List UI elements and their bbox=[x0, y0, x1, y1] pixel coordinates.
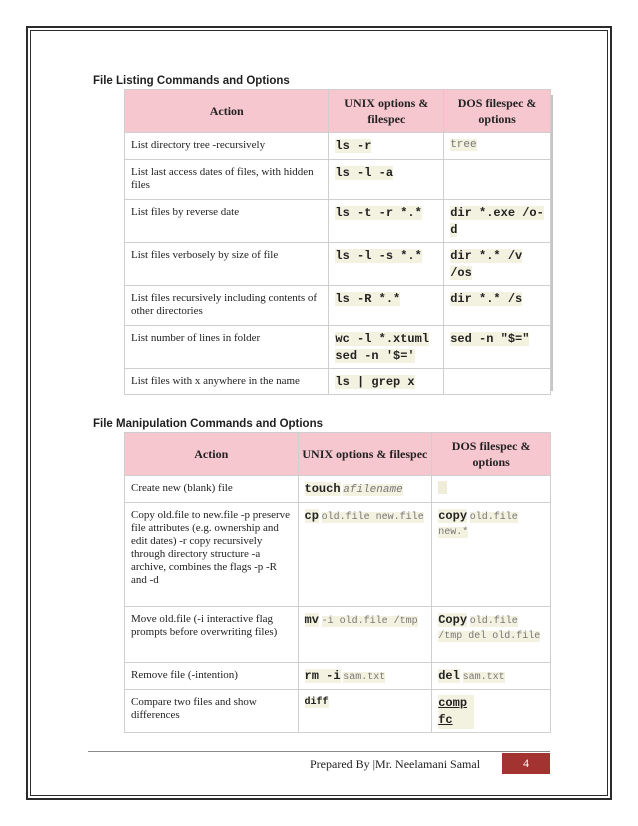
unix-cell bbox=[329, 326, 444, 369]
dos-cell bbox=[444, 133, 551, 160]
unix-argument: sam.txt bbox=[343, 672, 386, 683]
dos-cell bbox=[444, 243, 551, 286]
dos-cell bbox=[444, 160, 551, 200]
table-row bbox=[125, 476, 551, 503]
unix-argument: -i old.file /tmp bbox=[321, 616, 418, 627]
action-cell: List files with x anywhere in the name bbox=[125, 369, 329, 395]
dos-cell bbox=[432, 690, 551, 733]
dos-cell bbox=[432, 607, 551, 663]
unix-command: ls | grep x bbox=[335, 375, 415, 389]
unix-command: ls -R *.* bbox=[335, 292, 401, 306]
file-manipulation-table bbox=[124, 432, 551, 733]
action-cell: List files recursively including contents of other directories bbox=[125, 286, 329, 326]
unix-cell bbox=[329, 369, 444, 395]
dos-command: dir *.exe /o-d bbox=[450, 206, 544, 237]
dos-cell bbox=[432, 663, 551, 690]
table-row bbox=[125, 690, 551, 733]
table-row bbox=[125, 369, 551, 395]
dos-command: Copy bbox=[438, 613, 468, 627]
dos-command: copy bbox=[438, 509, 468, 523]
unix-command: mv bbox=[304, 613, 319, 627]
unix-cell bbox=[329, 200, 444, 243]
unix-command: ls -l -s *.* bbox=[335, 249, 422, 263]
table-header-row bbox=[125, 90, 551, 133]
unix-cell bbox=[298, 663, 432, 690]
unix-cell bbox=[298, 503, 432, 607]
dos-command: dir *.* /v /os bbox=[450, 249, 523, 280]
action-cell: Move old.file (-i interactive flag prompts before overwriting files) bbox=[125, 607, 299, 663]
header-unix: UNIX options & filespec bbox=[298, 433, 432, 476]
unix-cell bbox=[329, 243, 444, 286]
table-row bbox=[125, 607, 551, 663]
action-cell: Compare two files and show differences bbox=[125, 690, 299, 733]
action-cell: List number of lines in folder bbox=[125, 326, 329, 369]
table-row bbox=[125, 200, 551, 243]
unix-command: wc -l *.xtuml sed -n '$=' bbox=[335, 332, 430, 363]
unix-command: ls -t -r *.* bbox=[335, 206, 422, 220]
unix-argument: old.file new.file bbox=[321, 512, 424, 523]
action-cell: List last access dates of files, with hidden files bbox=[125, 160, 329, 200]
table-row bbox=[125, 326, 551, 369]
table2-heading: File Manipulation Commands and Options bbox=[93, 418, 324, 430]
dos-command: dir *.* /s bbox=[450, 292, 523, 306]
table-row bbox=[125, 503, 551, 607]
unix-cell bbox=[298, 690, 432, 733]
unix-command: diff bbox=[304, 697, 329, 708]
blank-highlight bbox=[438, 481, 447, 494]
table-header-row bbox=[125, 433, 551, 476]
dos-command: tree bbox=[450, 139, 477, 151]
dos-cell bbox=[444, 200, 551, 243]
header-dos: DOS filespec & options bbox=[444, 90, 551, 133]
action-cell: Create new (blank) file bbox=[125, 476, 299, 503]
table-row bbox=[125, 286, 551, 326]
dos-cell bbox=[444, 369, 551, 395]
header-action: Action bbox=[125, 90, 329, 133]
unix-command: rm -i bbox=[304, 669, 341, 683]
table1-heading: File Listing Commands and Options bbox=[93, 75, 290, 87]
header-action: Action bbox=[125, 433, 299, 476]
action-cell: List directory tree -recursively bbox=[125, 133, 329, 160]
unix-cell bbox=[298, 607, 432, 663]
unix-command: touch bbox=[304, 482, 341, 496]
header-dos: DOS filespec & options bbox=[432, 433, 551, 476]
dos-cell bbox=[444, 286, 551, 326]
action-cell: List files verbosely by size of file bbox=[125, 243, 329, 286]
table-row bbox=[125, 663, 551, 690]
unix-cell bbox=[329, 286, 444, 326]
page-number: 4 bbox=[502, 753, 550, 774]
unix-argument: afilename bbox=[343, 484, 403, 496]
footer-credit: Prepared By |Mr. Neelamani Samal bbox=[310, 757, 481, 771]
action-cell: List files by reverse date bbox=[125, 200, 329, 243]
footer-divider bbox=[88, 751, 550, 752]
dos-cell bbox=[432, 476, 551, 503]
dos-argument: sam.txt bbox=[462, 672, 505, 683]
dos-argument: old.file new.* bbox=[438, 512, 518, 538]
file-listing-table bbox=[124, 89, 551, 395]
dos-cell bbox=[444, 326, 551, 369]
unix-command: ls -l -a bbox=[335, 166, 394, 180]
unix-command: cp bbox=[304, 509, 319, 523]
dos-command: comp fc bbox=[438, 695, 474, 729]
dos-command: sed -n "$=" bbox=[450, 332, 530, 346]
unix-cell bbox=[298, 476, 432, 503]
table-row bbox=[125, 133, 551, 160]
table-row bbox=[125, 160, 551, 200]
dos-command: del bbox=[438, 669, 460, 683]
dos-cell bbox=[432, 503, 551, 607]
header-unix: UNIX options & filespec bbox=[329, 90, 444, 133]
table-row bbox=[125, 243, 551, 286]
unix-cell bbox=[329, 160, 444, 200]
action-cell: Remove file (-intention) bbox=[125, 663, 299, 690]
dos-argument: old.file /tmp del old.file bbox=[438, 616, 541, 642]
unix-cell bbox=[329, 133, 444, 160]
unix-command: ls -r bbox=[335, 139, 372, 153]
action-cell: Copy old.file to new.file -p preserve file attributes (e.g. ownership and edit dates) -r copy recursively through directory structure -a archive, combines the flags -p -R and -d bbox=[125, 503, 299, 607]
